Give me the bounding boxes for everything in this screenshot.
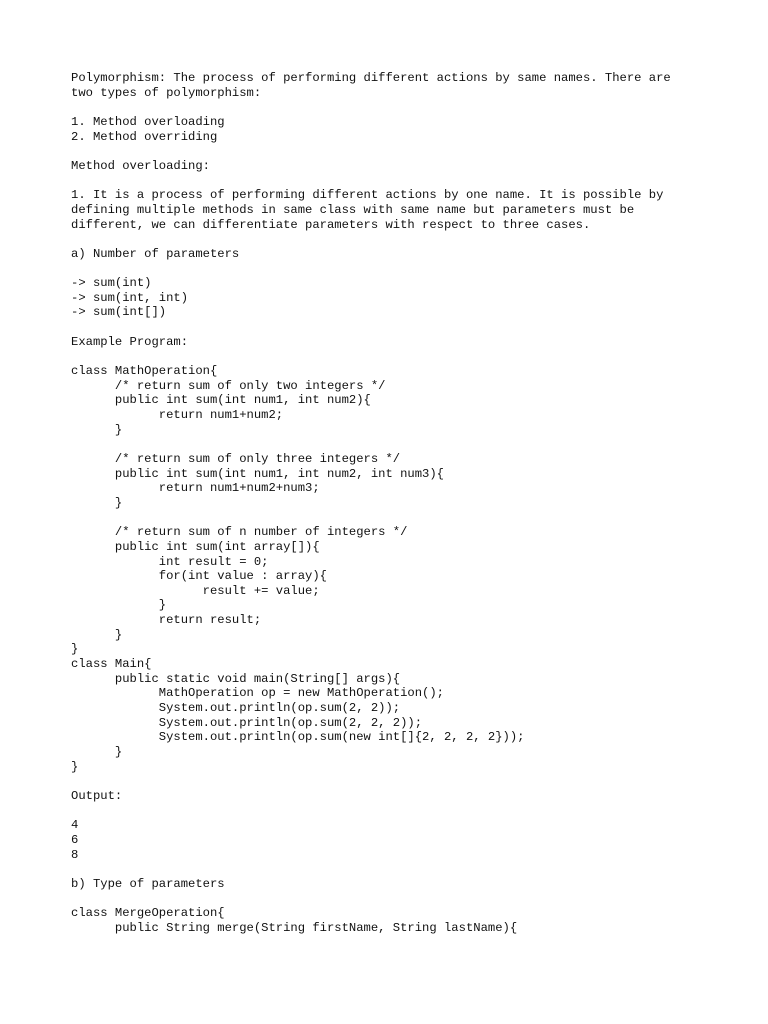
text-line: different, we can differentiate parameters with respect to three cases.	[71, 217, 591, 232]
code-line: result += value;	[71, 583, 320, 598]
blank-line	[71, 261, 721, 276]
text-line: 1. It is a process of performing different actions by one name. It is possible by	[71, 188, 664, 203]
output-line: 6	[71, 832, 79, 847]
code-line: /* return sum of only two integers */	[71, 378, 386, 393]
code-line: public static void main(String[] args){	[71, 671, 401, 686]
code-line: System.out.println(op.sum(new int[]{2, 2, 2, 2}));	[71, 730, 525, 745]
subsection-heading: a) Number of parameters	[71, 246, 240, 261]
text-line: -> sum(int[])	[71, 305, 167, 320]
blank-line	[71, 804, 721, 819]
code-line: MathOperation op = new MathOperation();	[71, 686, 444, 701]
subsection-heading: b) Type of parameters	[71, 876, 225, 891]
text-line: -> sum(int)	[71, 276, 152, 291]
code-line: class MathOperation{	[71, 364, 218, 379]
section-heading: Method overloading:	[71, 158, 210, 173]
code-line: System.out.println(op.sum(2, 2));	[71, 701, 401, 716]
text-line: -> sum(int, int)	[71, 290, 189, 305]
blank-line	[71, 232, 721, 247]
text-line: 1. Method overloading	[71, 114, 225, 129]
blank-line	[71, 774, 721, 789]
blank-line	[71, 511, 721, 526]
document-page	[71, 71, 721, 936]
blank-line	[71, 174, 721, 189]
output-line: 4	[71, 818, 79, 833]
text-line: 2. Method overriding	[71, 129, 218, 144]
code-line: /* return sum of only three integers */	[71, 451, 401, 466]
blank-line	[71, 862, 721, 877]
code-line: }	[71, 745, 123, 760]
blank-line	[71, 437, 721, 452]
code-line: }	[71, 759, 79, 774]
code-line: }	[71, 495, 123, 510]
code-line: }	[71, 627, 123, 642]
blank-line	[71, 892, 721, 907]
code-line: public int sum(int num1, int num2, int num3){	[71, 466, 444, 481]
output-line: 8	[71, 847, 79, 862]
section-heading: Example Program:	[71, 334, 189, 349]
code-line: for(int value : array){	[71, 569, 327, 584]
code-line: public int sum(int array[]){	[71, 539, 320, 554]
code-line: /* return sum of n number of integers */	[71, 525, 408, 540]
code-line: int result = 0;	[71, 554, 269, 569]
blank-line	[71, 349, 721, 364]
text-line: two types of polymorphism:	[71, 85, 262, 100]
code-line: return num1+num2+num3;	[71, 481, 320, 496]
text-line: defining multiple methods in same class with same name but parameters must be	[71, 202, 635, 217]
code-line: return result;	[71, 613, 262, 628]
text-line: Polymorphism: The process of performing different actions by same names. There are	[71, 71, 671, 85]
code-line: public String merge(String firstName, String lastName){	[71, 920, 518, 935]
blank-line	[71, 320, 721, 335]
code-line: System.out.println(op.sum(2, 2, 2));	[71, 715, 423, 730]
code-line: }	[71, 422, 123, 437]
code-line: class Main{	[71, 657, 152, 672]
code-line: }	[71, 642, 79, 657]
code-line: public int sum(int num1, int num2){	[71, 393, 371, 408]
blank-line	[71, 144, 721, 159]
code-line: return num1+num2;	[71, 407, 284, 422]
section-heading: Output:	[71, 789, 123, 803]
code-line: class MergeOperation{	[71, 906, 225, 921]
code-line: }	[71, 598, 167, 613]
blank-line	[71, 100, 721, 115]
